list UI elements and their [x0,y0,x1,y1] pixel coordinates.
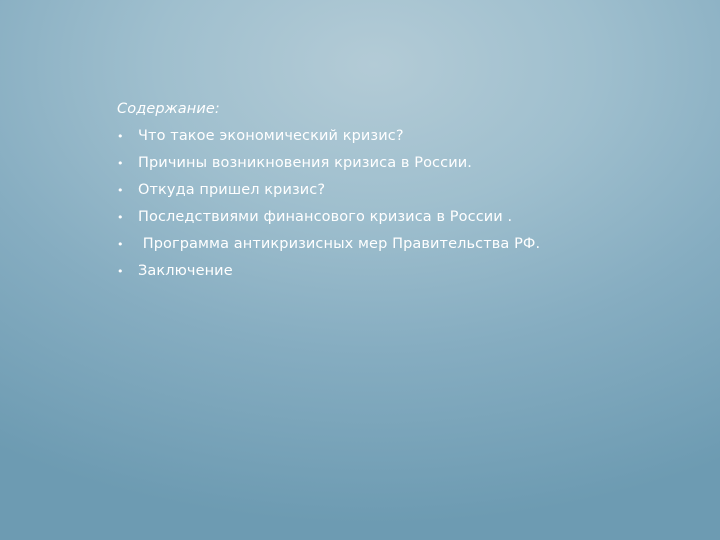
bullet-icon: • [117,157,124,170]
list-item-text: Что такое экономический кризис? [138,128,404,144]
bullet-icon: • [117,211,124,224]
list-item-text: Последствиями финансового кризиса в России . [138,209,513,225]
list-item [117,258,677,285]
bullet-icon: • [117,265,124,278]
list-item-text: Программа антикризисных мер Правительства РФ. [138,236,541,252]
slide-content [117,96,677,285]
bullet-icon: • [117,130,124,143]
bullet-icon: • [117,238,124,251]
bullet-icon: • [117,184,124,197]
slide-heading: Содержание: [117,101,220,117]
list-item [117,177,677,204]
list-item-text: Откуда пришел кризис? [138,182,326,198]
contents-list [117,123,677,285]
list-item [117,204,677,231]
list-item-text: Заключение [138,263,233,279]
list-item-text: Причины возникновения кризиса в России. [138,155,472,171]
list-item [117,123,677,150]
list-item [117,231,677,258]
list-item [117,150,677,177]
